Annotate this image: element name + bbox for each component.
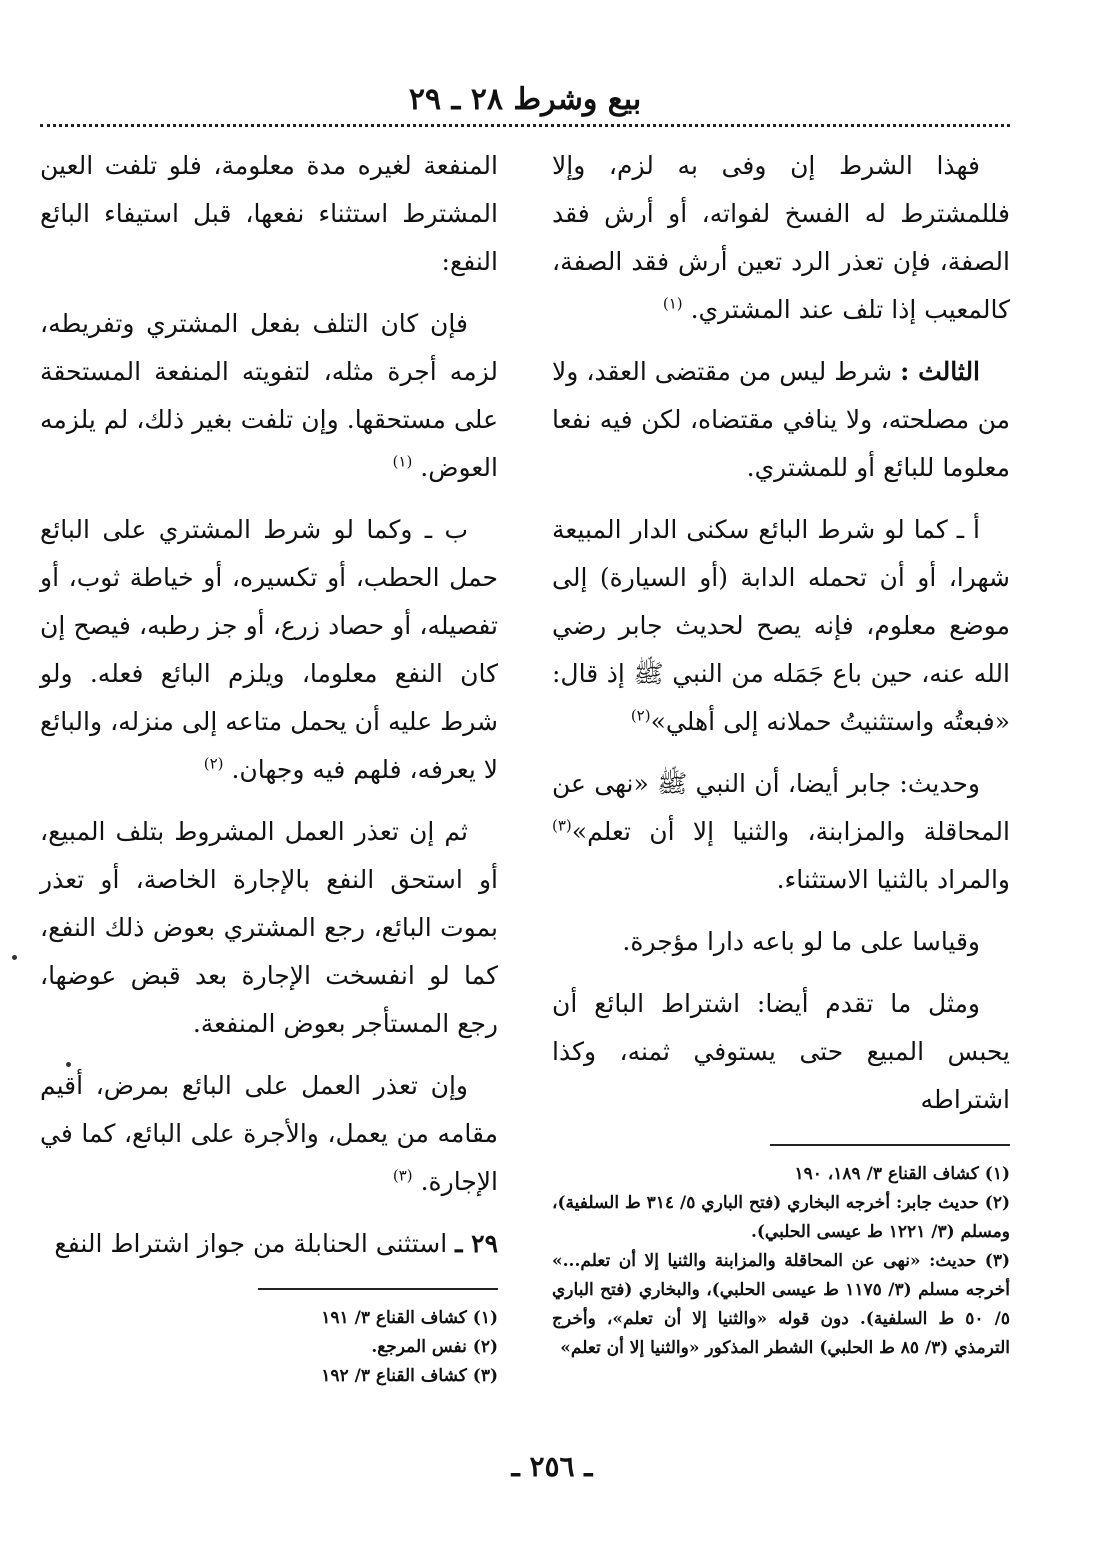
right-column — [552, 142, 1010, 1363]
scan-speck — [66, 1062, 71, 1067]
section-number: ٢٩ ـ — [455, 1229, 498, 1258]
footnote-rule — [770, 1144, 1010, 1146]
footnote-marker: (١) — [392, 452, 413, 471]
footnote-marker: (٢) — [203, 754, 224, 773]
footnote: (١) كشاف القناع ٣/ ١٩١ — [321, 1308, 498, 1328]
paragraph: الثالث : شرط ليس من مقتضى العقد، ولا من مصلحته، ولا ينافي مقتضاه، لكن فيه نفعا معلوما للبائع أو للمشتري. — [552, 357, 1010, 482]
paragraph: وإن تعذر العمل على البائع بمرض، أقيم مقامه من يعمل، والأجرة على البائع، كما في الإجارة. $^{(٣)}$ — [40, 1071, 498, 1196]
paragraph: أ ـ كما لو شرط البائع سكنى الدار المبيعة شهرا، أو أن تحمله الدابة (أو السيارة) إلى موضع معلوم، فإنه يصح لحديث جابر رضي الله عنه، حين باع جَمَله من النبي ﷺ إذ قال: «فبعتُه واستثنيتُ حملانه إلى أهلي»$^{(٢)}$ — [552, 515, 1010, 736]
header-dotted-rule — [40, 124, 1010, 127]
section-lead: الثالث : — [900, 357, 981, 386]
paragraph: فهذا الشرط إن وفى به لزم، وإلا فللمشترط له الفسخ لفواته، أو أرش فقد الصفة، فإن تعذر الرد تعين أرش فقد الصفة، كالمعيب إذا تلف عند المشتري. $^{(١)}$ — [552, 151, 1010, 324]
left-column — [40, 142, 498, 1391]
paragraph: وحديث: جابر أيضا، أن النبي ﷺ «نهى عن المحاقلة والمزابنة، والثنيا إلا أن تعلم»$^{(٣)}$ والمراد بالثنيا الاستثناء. — [552, 769, 1010, 894]
page-number: ـ ٢٥٦ ـ — [511, 1450, 593, 1483]
footnote: (٣) كشاف القناع ٣/ ١٩٢ — [321, 1366, 498, 1386]
footnote-marker: (٢) — [630, 706, 651, 725]
footnote: (١) كشاف القناع ٣/ ١٨٩، ١٩٠ — [794, 1164, 1010, 1184]
scan-speck — [12, 955, 17, 960]
paragraph: المنفعة لغيره مدة معلومة، فلو تلفت العين المشترط استثناء نفعها، قبل استيفاء البائع النفع: — [40, 151, 498, 276]
paragraph: ب ـ وكما لو شرط المشتري على البائع حمل الحطب، أو تكسيره، أو خياطة ثوب، أو تفصيله، أو حصاد زرع، أو جز رطبه، فيصح إن كان النفع معلوما، ويلزم البائع فعله. ولو شرط عليه أن يحمل متاعه إلى منزله، والبائع لا يعرفه، فلهم فيه وجهان. $^{(٢)}$ — [40, 515, 498, 784]
paragraph: ومثل ما تقدم أيضا: اشتراط البائع أن يحبس المبيع حتى يستوفي ثمنه، وكذا اشتراطه — [552, 989, 1010, 1114]
footnote: (٣) حديث: «نهى عن المحاقلة والمزابنة والثنيا إلا أن تعلم...» أخرجه مسلم (٣/ ١١٧٥ ط عيسى الحلبي)، والبخاري (فتح الباري ٥/ ٥٠ ط السلفية). دون قوله «والثنيا إلا أن تعلم»، وأخرج الترمذي (٣/ ٨٥ ط الحلبي) الشطر المذكور «والثنيا إلا أن تعلم» — [552, 1251, 1010, 1358]
paragraph: ٢٩ ـ استثنى الحنابلة من جواز اشتراط النفع — [54, 1229, 498, 1258]
footnote: (٢) حديث جابر: أخرجه البخاري (فتح الباري ٥/ ٣١٤ ط السلفية)، ومسلم (٣/ ١٢٢١ ط عيسى الحلبي). — [552, 1193, 1011, 1242]
footnote-marker: (١) — [662, 294, 683, 313]
footnote-marker: (٣) — [552, 816, 572, 835]
footnote-rule — [258, 1288, 498, 1290]
footnote-marker: (٣) — [392, 1166, 413, 1185]
running-header: بيع وشرط ٢٨ ـ ٢٩ — [408, 82, 642, 117]
footnote: (٢) نفس المرجع. — [371, 1337, 498, 1357]
paragraph: ثم إن تعذر العمل المشروط بتلف المبيع، أو استحق النفع بالإجارة الخاصة، أو تعذر بموت البائع، رجع المشتري بعوض ذلك النفع، كما لو انفسخت الإجارة بعد قبض عوضها، رجع المستأجر بعوض المنفعة. — [40, 817, 498, 1038]
paragraph: فإن كان التلف بفعل المشتري وتفريطه، لزمه أجرة مثله، لتفويته المنفعة المستحقة على مستحقها. وإن تلفت بغير ذلك، لم يلزمه العوض. $^{(١)}$ — [40, 309, 498, 482]
paragraph: وقياسا على ما لو باعه دارا مؤجرة. — [622, 927, 980, 956]
